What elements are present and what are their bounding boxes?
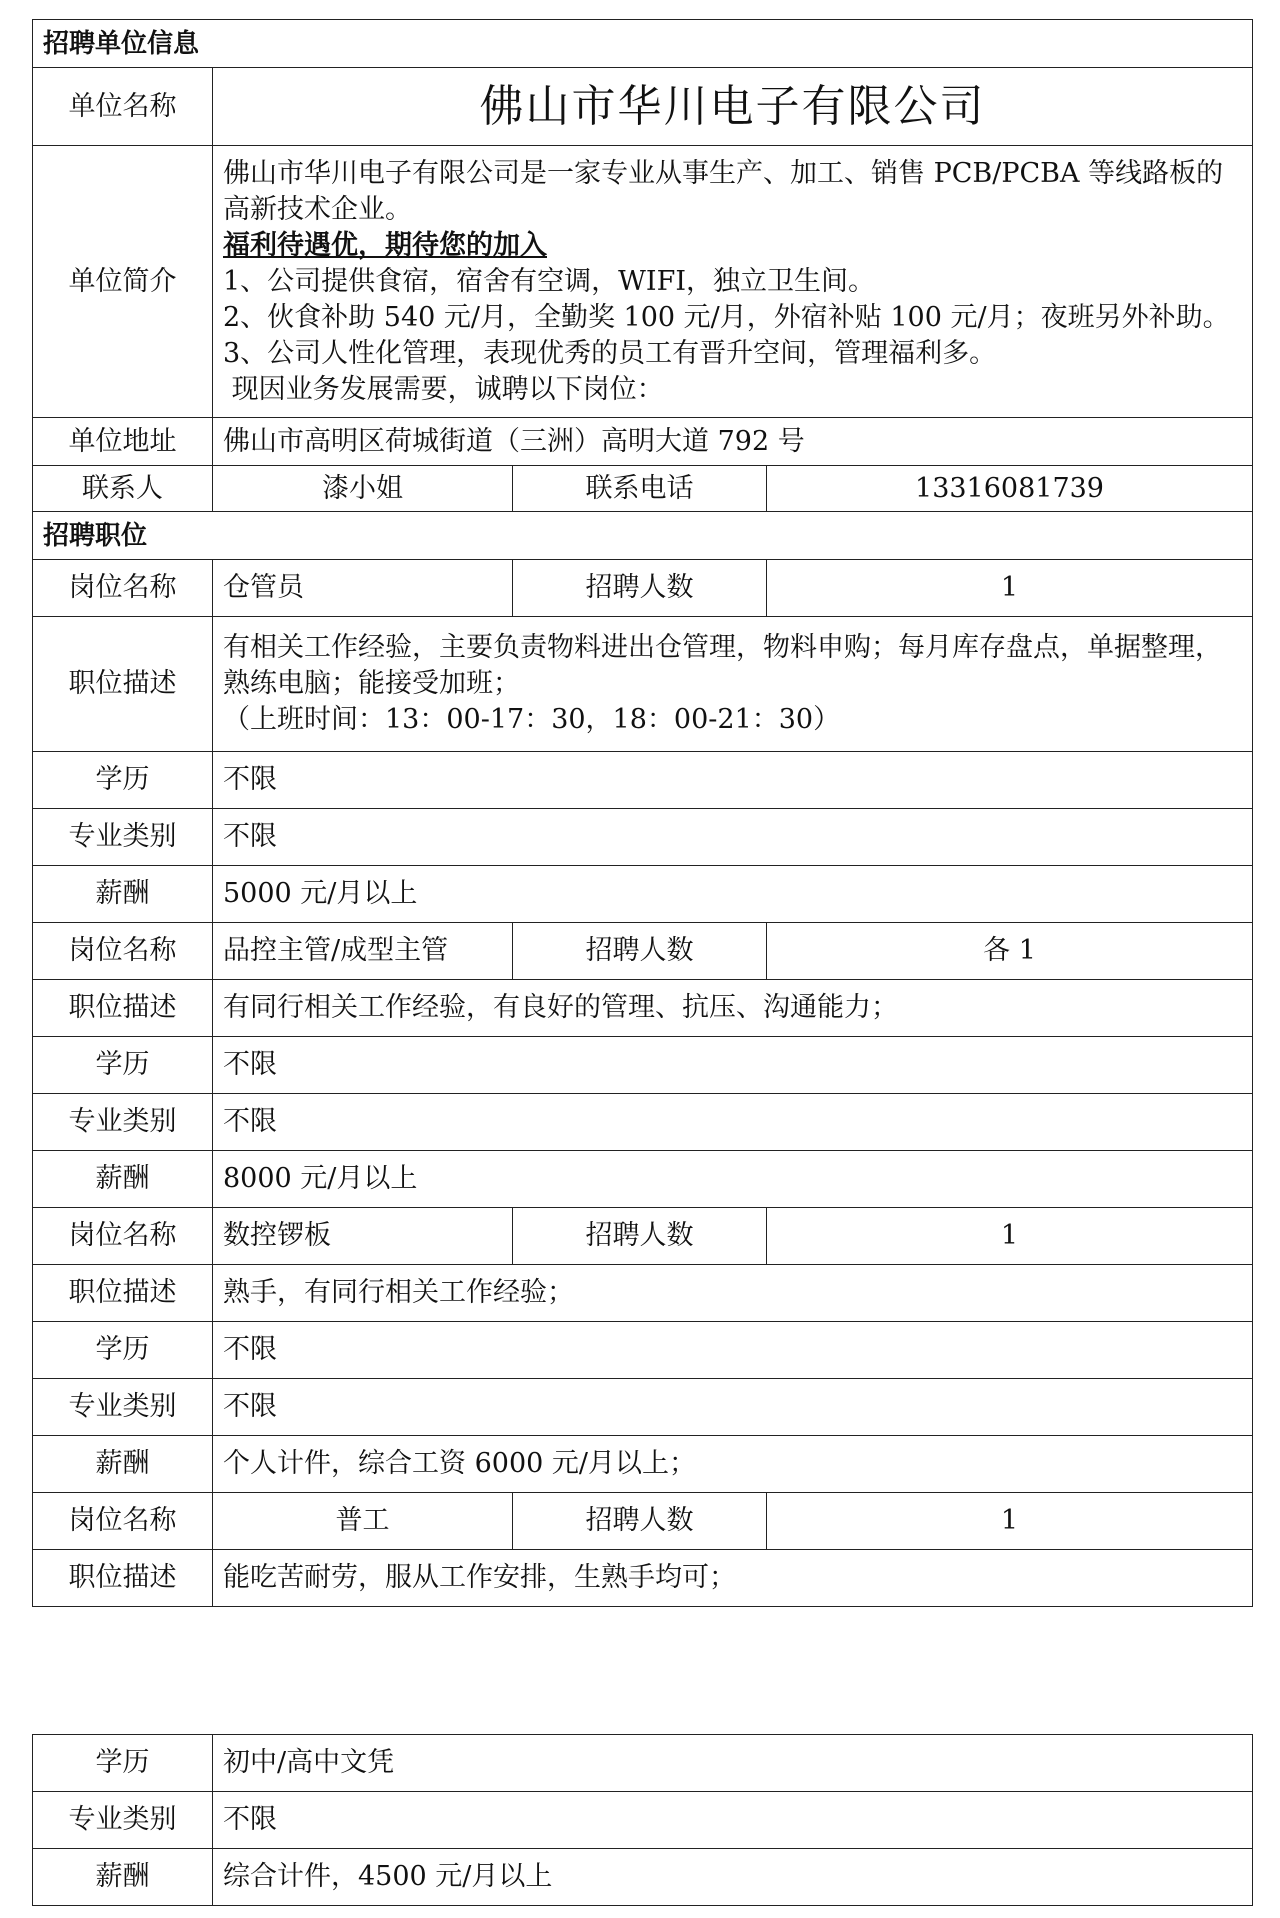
position-label: 岗位名称 <box>33 1493 213 1550</box>
job-education: 不限 <box>213 752 1253 809</box>
job-major: 不限 <box>213 809 1253 866</box>
education-label: 学历 <box>33 1735 213 1792</box>
job-education: 不限 <box>213 1322 1253 1379</box>
job-description: 熟手，有同行相关工作经验； <box>213 1265 1253 1322</box>
job-major: 不限 <box>213 1379 1253 1436</box>
major-label: 专业类别 <box>33 809 213 866</box>
company-address: 佛山市高明区荷城街道（三洲）高明大道 792 号 <box>213 418 1253 466</box>
job-position: 仓管员 <box>213 560 513 617</box>
job-headcount: 1 <box>767 1493 1253 1550</box>
contact-phone: 13316081739 <box>767 466 1253 512</box>
benefit-item: 1、公司提供食宿，宿舍有空调，WIFI，独立卫生间。 <box>223 265 875 297</box>
job-position: 品控主管/成型主管 <box>213 923 513 980</box>
job-major: 不限 <box>213 1094 1253 1151</box>
education-label: 学历 <box>33 752 213 809</box>
major-label: 专业类别 <box>33 1379 213 1436</box>
job-salary: 8000 元/月以上 <box>213 1151 1253 1208</box>
description-line: 有相关工作经验，主要负责物料进出仓管理，物料申购；每月库存盘点，单据整理，熟练电脑；能接受加班； <box>223 632 1222 699</box>
description-label: 职位描述 <box>33 617 213 752</box>
section-jobs: 招聘职位 <box>33 512 1253 560</box>
recruitment-table-continued <box>32 1734 1253 1906</box>
description-line: （上班时间：13：00-17：30，18：00-21：30） <box>223 704 841 735</box>
job-position: 数控锣板 <box>213 1208 513 1265</box>
position-label: 岗位名称 <box>33 560 213 617</box>
address-label: 单位地址 <box>33 418 213 466</box>
job-headcount: 各 1 <box>767 923 1253 980</box>
headcount-label: 招聘人数 <box>513 1208 767 1265</box>
contact-person: 漆小姐 <box>213 466 513 512</box>
headcount-label: 招聘人数 <box>513 923 767 980</box>
job-salary: 综合计件，4500 元/月以上 <box>213 1849 1253 1906</box>
job-salary: 个人计件，综合工资 6000 元/月以上； <box>213 1436 1253 1493</box>
headcount-label: 招聘人数 <box>513 560 767 617</box>
contact-label: 联系人 <box>33 466 213 512</box>
job-description: 有同行相关工作经验，有良好的管理、抗压、沟通能力； <box>213 980 1253 1037</box>
job-position: 普工 <box>213 1493 513 1550</box>
salary-label: 薪酬 <box>33 866 213 923</box>
job-education: 初中/高中文凭 <box>213 1735 1253 1792</box>
job-major: 不限 <box>213 1792 1253 1849</box>
intro-line: 佛山市华川电子有限公司是一家专业从事生产、加工、销售 PCB/PCBA 等线路板的高新技术企业。 <box>223 157 1224 225</box>
position-label: 岗位名称 <box>33 1208 213 1265</box>
phone-label: 联系电话 <box>513 466 767 512</box>
section-company-info: 招聘单位信息 <box>33 20 1253 68</box>
headcount-label: 招聘人数 <box>513 1493 767 1550</box>
recruitment-table <box>32 19 1253 1607</box>
position-label: 岗位名称 <box>33 923 213 980</box>
company-name-label: 单位名称 <box>33 68 213 146</box>
company-name: 佛山市华川电子有限公司 <box>213 68 1253 146</box>
job-description: 能吃苦耐劳，服从工作安排，生熟手均可； <box>213 1550 1253 1607</box>
job-description <box>213 617 1253 752</box>
hiring-note: 现因业务发展需要，诚聘以下岗位： <box>223 373 664 405</box>
job-salary: 5000 元/月以上 <box>213 866 1253 923</box>
major-label: 专业类别 <box>33 1094 213 1151</box>
description-label: 职位描述 <box>33 980 213 1037</box>
benefit-item: 2、伙食补助 540 元/月，全勤奖 100 元/月，外宿补贴 100 元/月；夜班另外补助。 <box>223 301 1230 333</box>
education-label: 学历 <box>33 1322 213 1379</box>
description-label: 职位描述 <box>33 1550 213 1607</box>
description-label: 职位描述 <box>33 1265 213 1322</box>
salary-label: 薪酬 <box>33 1849 213 1906</box>
salary-label: 薪酬 <box>33 1436 213 1493</box>
education-label: 学历 <box>33 1037 213 1094</box>
job-education: 不限 <box>213 1037 1253 1094</box>
job-headcount: 1 <box>767 560 1253 617</box>
salary-label: 薪酬 <box>33 1151 213 1208</box>
benefit-title: 福利待遇优，期待您的加入 <box>223 229 547 261</box>
job-headcount: 1 <box>767 1208 1253 1265</box>
company-intro <box>213 146 1253 418</box>
company-intro-label: 单位简介 <box>33 146 213 418</box>
major-label: 专业类别 <box>33 1792 213 1849</box>
benefit-item: 3、公司人性化管理，表现优秀的员工有晋升空间，管理福利多。 <box>223 337 997 369</box>
